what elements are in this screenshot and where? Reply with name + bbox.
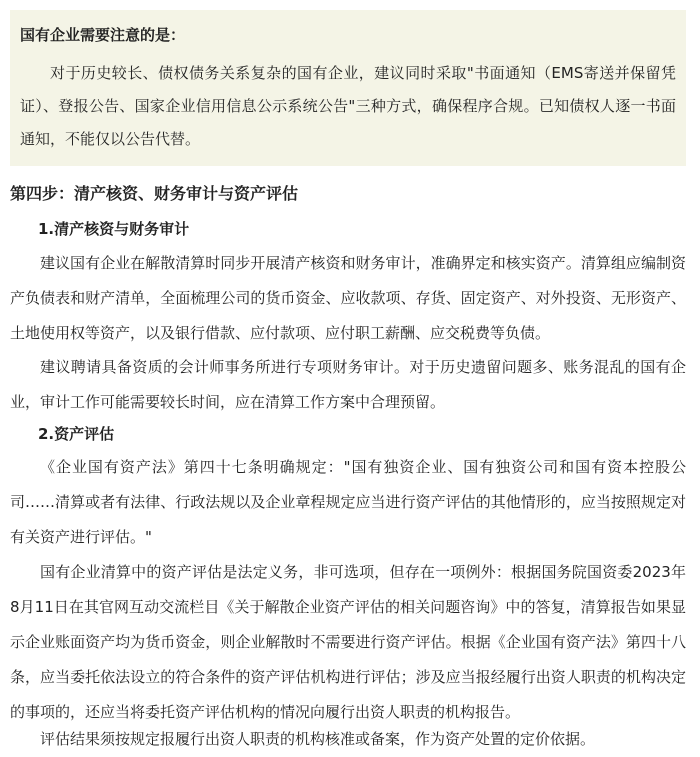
section2-para3: 评估结果须按规定报履行出资人职责的机构核准或备案，作为资产处置的定价依据。 [40,730,596,748]
notice-body: 对于历史较长、债权债务关系复杂的国有企业，建议同时采取"书面通知（EMS寄送并保留凭证）、登报公告、国家企业信用信息公示系统公告"三种方式，确保程序合规。已知债权人逐一书面通知，不能仅以公告代替。 [20,64,676,148]
section1-para2: 建议聘请具备资质的会计师事务所进行专项财务审计。对于历史遗留问题多、账务混乱的国有企业，审计工作可能需要较长时间，应在清算工作方案中合理预留。 [10,358,686,411]
section1-heading: 1.清产核资与财务审计 [38,220,190,238]
notice-box [10,10,686,166]
notice-title: 国有企业需要注意的是： [20,26,186,44]
section2-heading: 2.资产评估 [38,425,115,443]
section2-para2: 国有企业清算中的资产评估是法定义务，非可选项，但存在一项例外：根据国务院国资委2023年8月11日在其官网互动交流栏目《关于解散企业资产评估的相关问题咨询》中的答复，清算报告如果显示企业账面资产均为货币资金，则企业解散时不需要进行资产评估。根据《企业国有资产法》第四十八条，应当委托依法设立的符合条件的资产评估机构进行评估；涉及应当报经履行出资人职责的机构决定的事项的，还应当将委托资产评估机构的情况向履行出资人职责的机构报告。 [10,563,686,721]
section1-para1: 建议国有企业在解散清算时同步开展清产核资和财务审计，准确界定和核实资产。清算组应编制资产负债表和财产清单，全面梳理公司的货币资金、应收款项、存货、固定资产、对外投资、无形资产、土地使用权等资产，以及银行借款、应付款项、应付职工薪酬、应交税费等负债。 [10,254,686,342]
section2-para1: 《企业国有资产法》第四十七条明确规定："国有独资企业、国有独资公司和国有资本控股公司……清算或者有法律、行政法规以及企业章程规定应当进行资产评估的其他情形的，应当按照规定对有关资产进行评估。" [10,458,686,546]
step4-heading: 第四步：清产核资、财务审计与资产评估 [10,184,299,203]
